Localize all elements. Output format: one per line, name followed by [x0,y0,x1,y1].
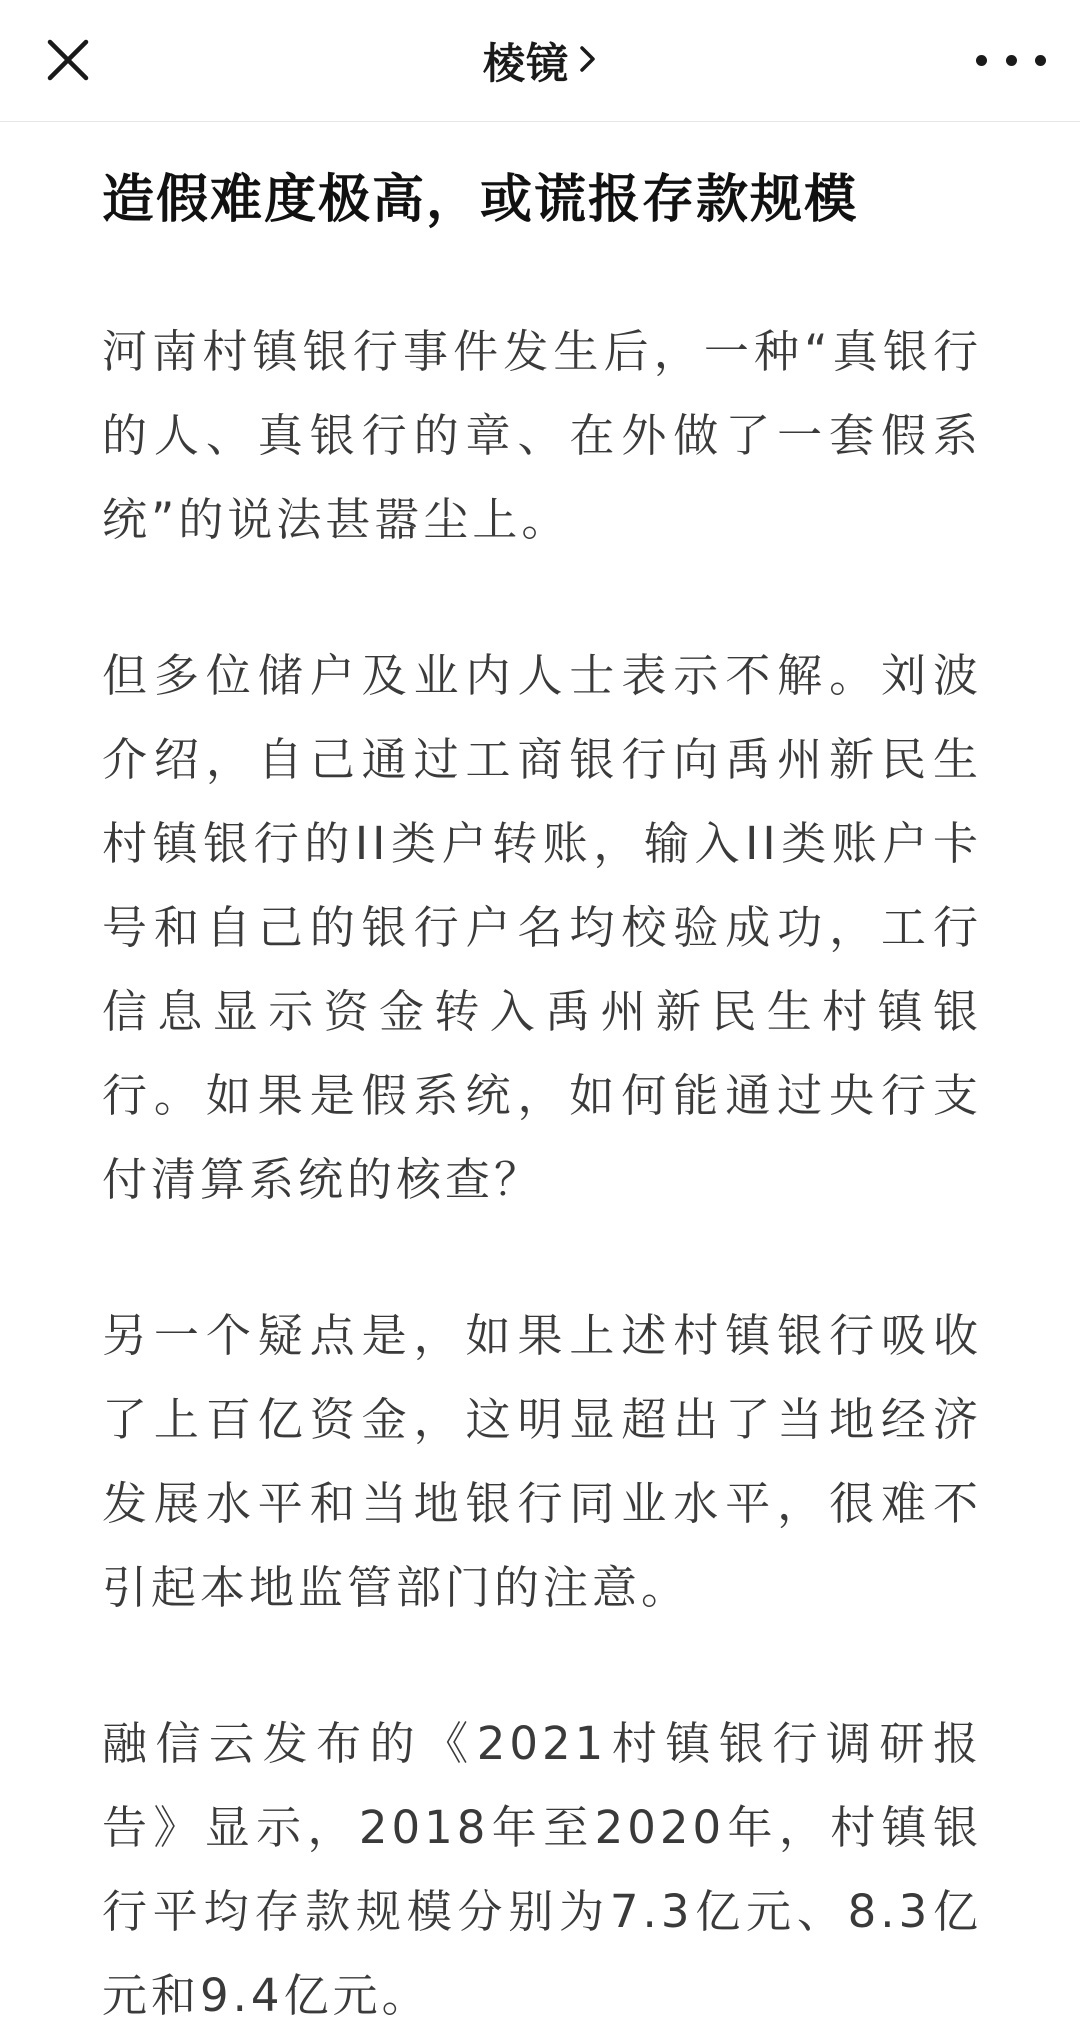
chevron-right-icon [579,44,597,78]
article-paragraph: 但多位储户及业内人士表示不解。刘波介绍，自己通过工商银行向禹州新民生村镇银行的II类户转账，输入II类账户卡号和自己的银行户名均校验成功，工行信息显示资金转入禹州新民生村镇银行。如果是假系统，如何能通过央行支付清算系统的核查？ [102,649,982,1206]
more-dots-icon [1035,55,1046,66]
article-paragraph: 另一个疑点是，如果上述村镇银行吸收了上百亿资金，这明显超出了当地经济发展水平和当地银行同业水平，很难不引起本地监管部门的注意。 [102,1309,982,1614]
account-title-link[interactable] [0,28,1080,94]
more-dots-icon [1006,55,1017,66]
section-heading: 造假难度极高，或谎报存款规模 [102,170,859,230]
top-navigation-bar [0,0,1080,122]
more-dots-icon [976,55,987,66]
article-body [102,122,982,2038]
more-options-button[interactable] [976,30,1046,90]
article-paragraph: 融信云发布的《2021村镇银行调研报告》显示，2018年至2020年，村镇银行平均存款规模分别为7.3亿元、8.3亿元和9.4亿元。 [102,1717,982,2022]
account-name: 棱镜 [482,39,569,88]
article-paragraph: 河南村镇银行事件发生后，一种“真银行的人、真银行的章、在外做了一套假系统”的说法甚嚣尘上。 [102,325,982,546]
